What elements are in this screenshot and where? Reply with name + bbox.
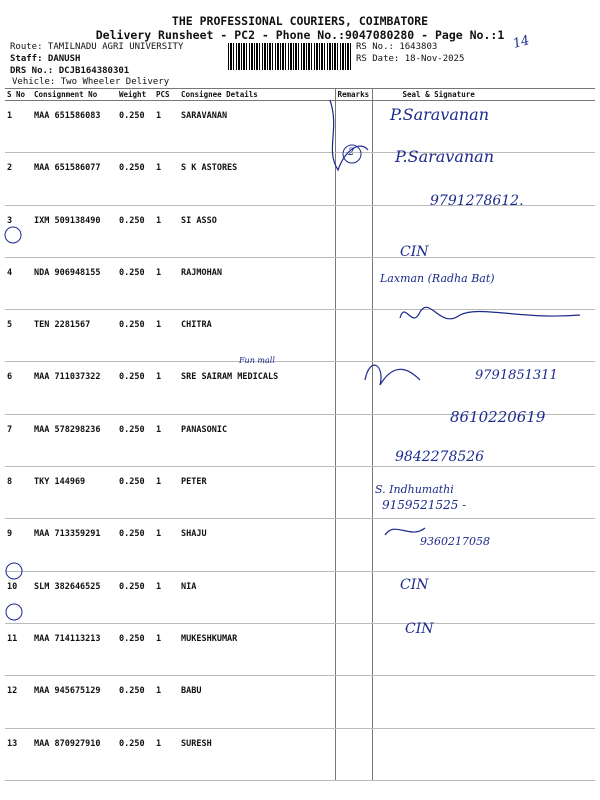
weight: 0.250: [117, 153, 154, 205]
row-sno: 11: [5, 623, 32, 675]
consignee-name: SRE SAIRAM MEDICALS: [179, 362, 335, 414]
consignee-name: RAJMOHAN: [179, 257, 335, 309]
row-sno: 5: [5, 310, 32, 362]
row-sno: 10: [5, 571, 32, 623]
row-sno: 1: [5, 101, 32, 153]
row6-scribble: [400, 307, 580, 319]
weight: 0.250: [117, 257, 154, 309]
staff-label: Staff: DANUSH: [10, 54, 81, 64]
handwritten-signature: 9360217058: [420, 535, 490, 548]
consignee-name: BABU: [179, 676, 335, 728]
row-sno: 12: [5, 676, 32, 728]
row-sno: 2: [5, 153, 32, 205]
consignment-no: MAA 651586083: [32, 101, 117, 153]
row-sno: 3: [5, 205, 32, 257]
col-signature: Seal & Signature: [372, 89, 595, 101]
row-sno: 13: [5, 728, 32, 780]
runsheet-subtitle: Delivery Runsheet - PC2 - Phone No.:9047080280 - Page No.:1: [95, 28, 505, 42]
weight: 0.250: [117, 728, 154, 780]
consignment-no: TEN 2281567: [32, 310, 117, 362]
weight: 0.250: [117, 571, 154, 623]
rs-number: RS No.: 1643803: [356, 42, 438, 52]
weight: 0.250: [117, 205, 154, 257]
pcs: 1: [154, 101, 179, 153]
consignee-name: PETER: [179, 467, 335, 519]
pcs: 1: [154, 467, 179, 519]
consignee-name: SURESH: [179, 728, 335, 780]
row13-circle: [6, 604, 22, 620]
pcs: 1: [154, 519, 179, 571]
weight: 0.250: [117, 519, 154, 571]
col-sno: S No: [5, 89, 32, 101]
row-sno: 9: [5, 519, 32, 571]
weight: 0.250: [117, 414, 154, 466]
pcs: 1: [154, 571, 179, 623]
pcs: 1: [154, 310, 179, 362]
consignment-no: MAA 578298236: [32, 414, 117, 466]
col-consignee: Consignee Details: [179, 89, 335, 101]
weight: 0.250: [117, 310, 154, 362]
handwritten-signature: S. Indhumathi: [375, 483, 454, 497]
handwritten-signature: P.Saravanan: [390, 105, 490, 124]
col-pcs: PCS: [154, 89, 179, 101]
row7-note: Fun mall: [239, 356, 275, 365]
consignment-no: MAA 711037322: [32, 362, 117, 414]
consignment-no: TKY 144969: [32, 467, 117, 519]
consignment-no: IXM 509138490: [32, 205, 117, 257]
rs-date: RS Date: 18-Nov-2025: [356, 54, 465, 64]
handwritten-signature: CIN: [400, 576, 429, 593]
handwritten-signature: CIN: [405, 620, 434, 637]
pcs: 1: [154, 257, 179, 309]
pcs: 1: [154, 205, 179, 257]
consignee-name: CHITRA: [179, 310, 335, 362]
remark-mark: 2: [348, 147, 355, 158]
handwritten-signature: P.Saravanan: [395, 146, 495, 166]
consignment-no: MAA 870927910: [32, 728, 117, 780]
weight: 0.250: [117, 467, 154, 519]
pcs: 1: [154, 728, 179, 780]
handwritten-signature: 9842278526: [395, 449, 485, 466]
handwritten-signature: 9791851311: [475, 367, 558, 383]
consignee-name: S K ASTORES: [179, 153, 335, 205]
weight: 0.250: [117, 362, 154, 414]
weight: 0.250: [117, 101, 154, 153]
consignment-no: NDA 906948155: [32, 257, 117, 309]
handwritten-signature: 9791278612.: [430, 192, 524, 209]
row-sno: 7: [5, 414, 32, 466]
col-weight: Weight: [117, 89, 154, 101]
company-title: THE PROFESSIONAL COURIERS, COIMBATORE: [171, 14, 429, 28]
row12-circle: [6, 563, 22, 579]
row-sno: 4: [5, 257, 32, 309]
col-consignment: Consignment No: [32, 89, 117, 101]
handwritten-signature: CIN: [400, 244, 429, 261]
row7-scribble: [365, 365, 420, 385]
consignee-name: SI ASSO: [179, 205, 335, 257]
row10-phone: 9159521525 -: [382, 498, 467, 512]
handwritten-signature: 8610220619: [450, 407, 546, 426]
page-mark: 14: [511, 33, 532, 52]
route-label: Route: TAMILNADU AGRI UNIVERSITY: [10, 42, 184, 52]
consignment-no: MAA 945675129: [32, 676, 117, 728]
consignee-name: SHAJU: [179, 519, 335, 571]
pcs: 1: [154, 362, 179, 414]
pcs: 1: [154, 414, 179, 466]
consignee-name: MUKESHKUMAR: [179, 623, 335, 675]
weight: 0.250: [117, 676, 154, 728]
weight: 0.250: [117, 623, 154, 675]
pcs: 1: [154, 623, 179, 675]
drs-label: DRS No.: DCJB164380301: [10, 66, 130, 76]
consignment-no: SLM 382646525: [32, 571, 117, 623]
consignment-no: MAA 713359291: [32, 519, 117, 571]
row11-scribble: [385, 528, 425, 535]
pcs: 1: [154, 676, 179, 728]
row4-circle: [5, 227, 21, 243]
consignee-name: SARAVANAN: [179, 101, 335, 153]
consignee-name: NIA: [179, 571, 335, 623]
col-remarks: Remarks: [335, 89, 372, 101]
row-sno: 8: [5, 467, 32, 519]
row-sno: 6: [5, 362, 32, 414]
pcs: 1: [154, 153, 179, 205]
consignment-no: MAA 714113213: [32, 623, 117, 675]
vehicle-label: Vehicle: Two Wheeler Delivery: [12, 77, 170, 87]
remark-stroke: [330, 100, 368, 170]
consignment-no: MAA 651586077: [32, 153, 117, 205]
consignee-name: PANASONIC: [179, 414, 335, 466]
handwritten-signature: Laxman (Radha Bat): [380, 272, 495, 286]
